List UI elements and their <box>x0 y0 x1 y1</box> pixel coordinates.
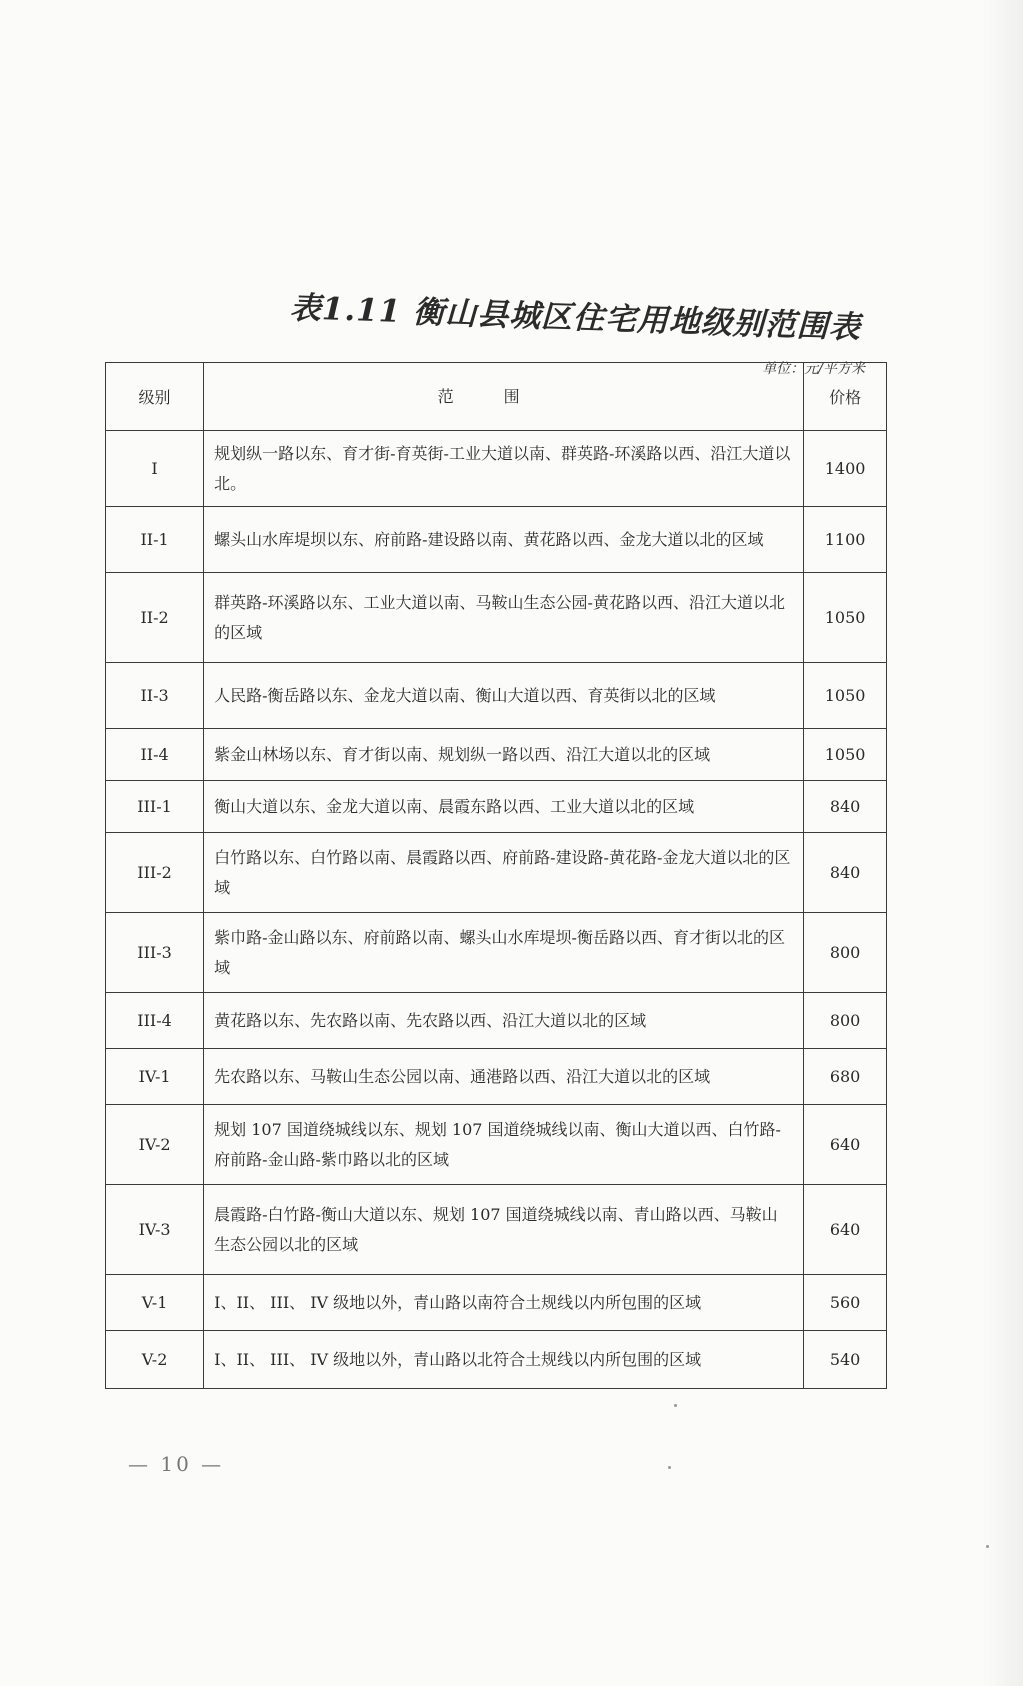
row-level: IV-2 <box>106 1105 204 1185</box>
header-price: 价格 <box>804 363 887 431</box>
row-range: 群英路-环溪路以东、工业大道以南、马鞍山生态公园-黄花路以西、沿江大道以北的区域 <box>204 573 804 663</box>
table-title: 表1.11 衡山县城区住宅用地级别范围表 <box>289 290 862 346</box>
table-row <box>106 1105 887 1185</box>
row-level: IV-1 <box>106 1049 204 1105</box>
row-price: 800 <box>804 913 887 993</box>
row-price: 800 <box>804 993 887 1049</box>
table-row <box>106 573 887 663</box>
row-level: I <box>106 431 204 507</box>
table-header-row <box>106 363 887 431</box>
scan-speck <box>668 1466 671 1469</box>
table-row <box>106 781 887 833</box>
land-grade-table <box>105 362 887 1389</box>
scan-shadow <box>983 0 1023 1686</box>
row-range: 先农路以东、马鞍山生态公园以南、通港路以西、沿江大道以北的区域 <box>204 1049 804 1105</box>
table-row <box>106 833 887 913</box>
table-row <box>106 1185 887 1275</box>
row-level: III-2 <box>106 833 204 913</box>
row-price: 560 <box>804 1275 887 1331</box>
row-price: 680 <box>804 1049 887 1105</box>
row-range: 规划 107 国道绕城线以东、规划 107 国道绕城线以南、衡山大道以西、白竹路-府前路-金山路-紫巾路以北的区域 <box>204 1105 804 1185</box>
row-level: III-3 <box>106 913 204 993</box>
row-level: II-1 <box>106 507 204 573</box>
unit-label: 单位：元/平方米 <box>762 361 865 377</box>
row-price: 1050 <box>804 729 887 781</box>
row-range: I、II、 III、 IV 级地以外，青山路以北符合土规线以内所包围的区域 <box>204 1331 804 1389</box>
row-level: V-2 <box>106 1331 204 1389</box>
row-range: 规划纵一路以东、育才街-育英街-工业大道以南、群英路-环溪路以西、沿江大道以北。 <box>204 431 804 507</box>
row-range: 人民路-衡岳路以东、金龙大道以南、衡山大道以西、育英街以北的区域 <box>204 663 804 729</box>
header-level: 级别 <box>106 363 204 431</box>
header-range: 范围 <box>204 363 804 431</box>
table-row <box>106 1331 887 1389</box>
row-price: 1400 <box>804 431 887 507</box>
scan-speck <box>674 1404 677 1407</box>
row-level: IV-3 <box>106 1185 204 1275</box>
row-range: 晨霞路-白竹路-衡山大道以东、规划 107 国道绕城线以南、青山路以西、马鞍山生态公园以北的区域 <box>204 1185 804 1275</box>
row-price: 640 <box>804 1185 887 1275</box>
row-range: I、II、 III、 IV 级地以外，青山路以南符合土规线以内所包围的区域 <box>204 1275 804 1331</box>
row-level: II-3 <box>106 663 204 729</box>
row-price: 1050 <box>804 663 887 729</box>
table-row <box>106 993 887 1049</box>
row-level: V-1 <box>106 1275 204 1331</box>
row-range: 白竹路以东、白竹路以南、晨霞路以西、府前路-建设路-黄花路-金龙大道以北的区域 <box>204 833 804 913</box>
row-range: 衡山大道以东、金龙大道以南、晨霞东路以西、工业大道以北的区域 <box>204 781 804 833</box>
row-price: 540 <box>804 1331 887 1389</box>
table-row <box>106 729 887 781</box>
row-range: 螺头山水库堤坝以东、府前路-建设路以南、黄花路以西、金龙大道以北的区域 <box>204 507 804 573</box>
row-price: 640 <box>804 1105 887 1185</box>
row-price: 1050 <box>804 573 887 663</box>
row-range: 紫金山林场以东、育才街以南、规划纵一路以西、沿江大道以北的区域 <box>204 729 804 781</box>
table-row <box>106 1049 887 1105</box>
row-price: 1100 <box>804 507 887 573</box>
row-range: 黄花路以东、先农路以南、先农路以西、沿江大道以北的区域 <box>204 993 804 1049</box>
table-row <box>106 431 887 507</box>
page-number: — 10 — <box>128 1452 225 1476</box>
row-range: 紫巾路-金山路以东、府前路以南、螺头山水库堤坝-衡岳路以西、育才街以北的区域 <box>204 913 804 993</box>
row-level: II-4 <box>106 729 204 781</box>
row-level: III-4 <box>106 993 204 1049</box>
row-price: 840 <box>804 781 887 833</box>
table-row <box>106 507 887 573</box>
row-level: II-2 <box>106 573 204 663</box>
scan-speck <box>986 1545 989 1548</box>
table-row <box>106 663 887 729</box>
row-level: III-1 <box>106 781 204 833</box>
table-row <box>106 913 887 993</box>
table-row <box>106 1275 887 1331</box>
row-price: 840 <box>804 833 887 913</box>
